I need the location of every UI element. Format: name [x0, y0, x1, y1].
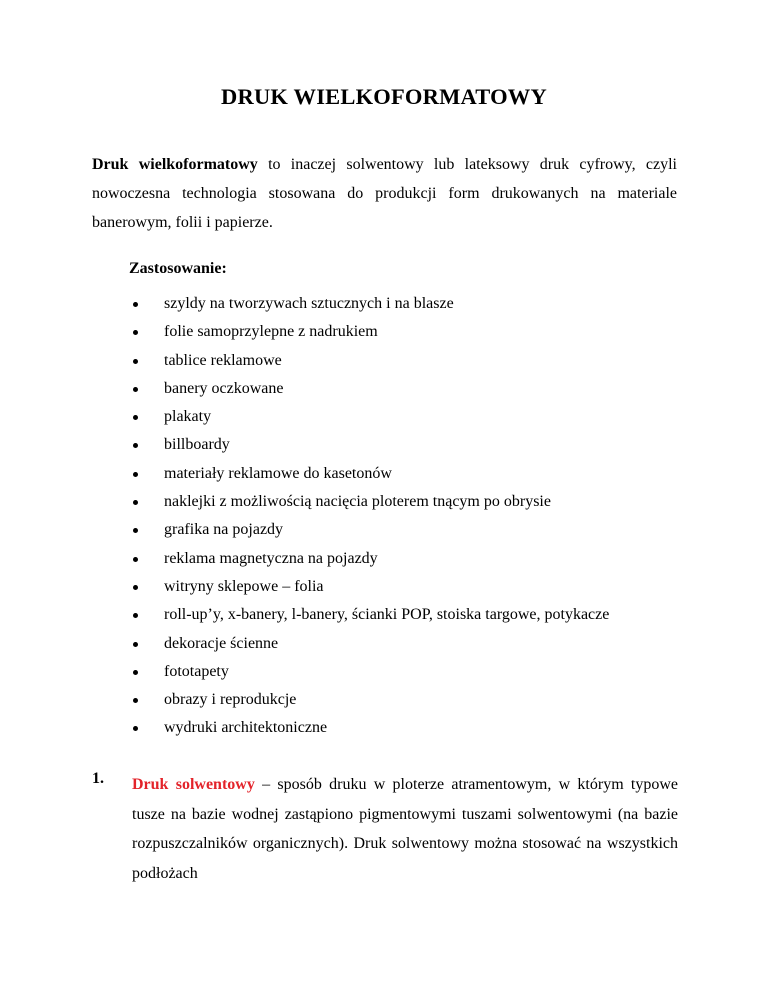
list-item-text: plakaty — [164, 408, 212, 426]
intro-bold-lead: Druk wielkoformatowy — [92, 156, 258, 173]
bullet-icon — [133, 472, 138, 477]
list-item-text: grafika na pojazdy — [164, 521, 284, 539]
list-item — [129, 406, 609, 434]
list-item — [129, 717, 609, 745]
bullet-icon — [133, 642, 138, 647]
bullet-icon — [133, 302, 138, 307]
list-item-text: obrazy i reprodukcje — [164, 691, 297, 709]
list-item — [129, 519, 609, 547]
bullet-icon — [133, 330, 138, 335]
list-item-text: witryny sklepowe – folia — [164, 577, 324, 595]
bullet-icon — [133, 359, 138, 364]
list-item-text: materiały reklamowe do kasetonów — [164, 464, 392, 482]
list-item-text: wydruki architektoniczne — [164, 719, 328, 737]
list-item — [129, 463, 609, 491]
list-item — [129, 321, 609, 349]
list-item — [129, 491, 609, 519]
intro-paragraph — [92, 150, 677, 237]
usage-list — [129, 293, 609, 746]
list-item — [129, 604, 609, 632]
list-item — [129, 378, 609, 406]
list-item — [129, 689, 609, 717]
list-item-text: banery oczkowane — [164, 379, 284, 397]
list-item-text: folie samoprzylepne z nadrukiem — [164, 323, 378, 341]
bullet-icon — [133, 557, 138, 562]
list-item — [129, 434, 609, 462]
bullet-icon — [133, 698, 138, 703]
bullet-icon — [133, 500, 138, 505]
list-item-text: roll-up’y, x-banery, l-banery, ścianki POP, stoiska targowe, potykacze — [164, 606, 610, 624]
list-item — [129, 350, 609, 378]
list-item-text: tablice reklamowe — [164, 351, 282, 369]
list-item-text: billboardy — [164, 436, 230, 454]
section-text: – sposób druku w ploterze atramentowym, w którym typowe tusze na bazie wodnej zastąpiono pigmentowymi tuszami solwentowymi (na bazie rozpuszczalników organicznych). Druk solwentowy można stosować na wszystkich podłożach — [132, 776, 679, 882]
section-paragraph — [132, 770, 678, 888]
bullet-icon — [133, 613, 138, 618]
bullet-icon — [133, 585, 138, 590]
bullet-icon — [133, 415, 138, 420]
list-item — [129, 548, 609, 576]
list-item — [129, 293, 609, 321]
usage-heading: Zastosowanie: — [129, 260, 227, 277]
bullet-icon — [133, 387, 138, 392]
bullet-icon — [133, 443, 138, 448]
list-item-text: dekoracje ścienne — [164, 634, 279, 652]
intro-text: to inaczej solwentowy lub lateksowy druk cyfrowy, czyli nowoczesna technologia stosowana do produkcji form drukowanych na materiale banerowym, folii i papierze. — [92, 156, 677, 231]
page-title: DRUK WIELKOFORMATOWY — [221, 84, 547, 109]
list-item-text: szyldy na tworzywach sztucznych i na blasze — [164, 295, 454, 312]
section-term: Druk solwentowy — [132, 776, 255, 793]
bullet-icon — [133, 670, 138, 675]
bullet-icon — [133, 528, 138, 533]
list-item-text: fototapety — [164, 662, 229, 680]
list-item-text: reklama magnetyczna na pojazdy — [164, 549, 378, 567]
section-number: 1. — [92, 770, 104, 787]
list-item — [129, 661, 609, 689]
list-item — [129, 576, 609, 604]
list-item — [129, 633, 609, 661]
bullet-icon — [133, 726, 138, 731]
list-item-text: naklejki z możliwością nacięcia ploterem tnącym po obrysie — [164, 493, 551, 511]
